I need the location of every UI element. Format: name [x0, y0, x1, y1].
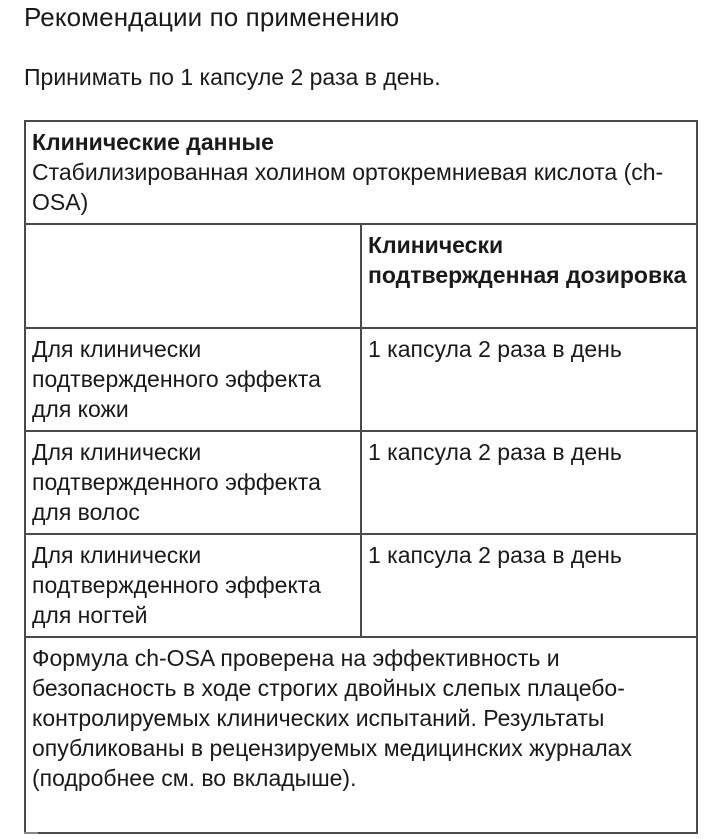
table-note-cell: Формула ch-OSA проверена на эффективность и безопасность в ходе строгих двойных слепых плацебо-контролируемых клинических испытаний. Результаты опубликованы в рецензируемых медицинских журналах (подробнее см. во вкладыше).	[25, 637, 697, 833]
dose-nails-cell: 1 капсула 2 раза в день	[361, 534, 697, 637]
table-title: Клинические данные	[32, 129, 274, 155]
table-row	[25, 534, 697, 637]
header-dosage-cell	[361, 224, 697, 328]
dose-skin-cell: 1 капсула 2 раза в день	[361, 328, 697, 431]
table-header-row	[25, 224, 697, 328]
effect-hair-cell: Для клинически подтвержденного эффекта для волос	[25, 431, 361, 534]
table-title-cell	[25, 121, 697, 224]
clinical-data-table	[24, 120, 698, 834]
dosage-column-header: Клинически подтвержденная дозировка	[368, 232, 687, 288]
table-row	[25, 431, 697, 534]
table-note-row	[25, 637, 697, 833]
table-row	[25, 328, 697, 431]
table-subtitle: Стабилизированная холином ортокремниевая кислота (ch-OSA)	[32, 159, 664, 215]
header-empty-cell	[25, 224, 361, 328]
dose-hair-cell: 1 капсула 2 раза в день	[361, 431, 697, 534]
section-heading: Рекомендации по применению	[24, 2, 400, 32]
effect-skin-cell: Для клинически подтвержденного эффекта для кожи	[25, 328, 361, 431]
table-title-row	[25, 121, 697, 224]
effect-nails-cell: Для клинически подтвержденного эффекта для ногтей	[25, 534, 361, 637]
clipped-text-fragment	[24, 832, 38, 839]
dosage-instruction: Принимать по 1 капсуле 2 раза в день.	[24, 64, 441, 90]
